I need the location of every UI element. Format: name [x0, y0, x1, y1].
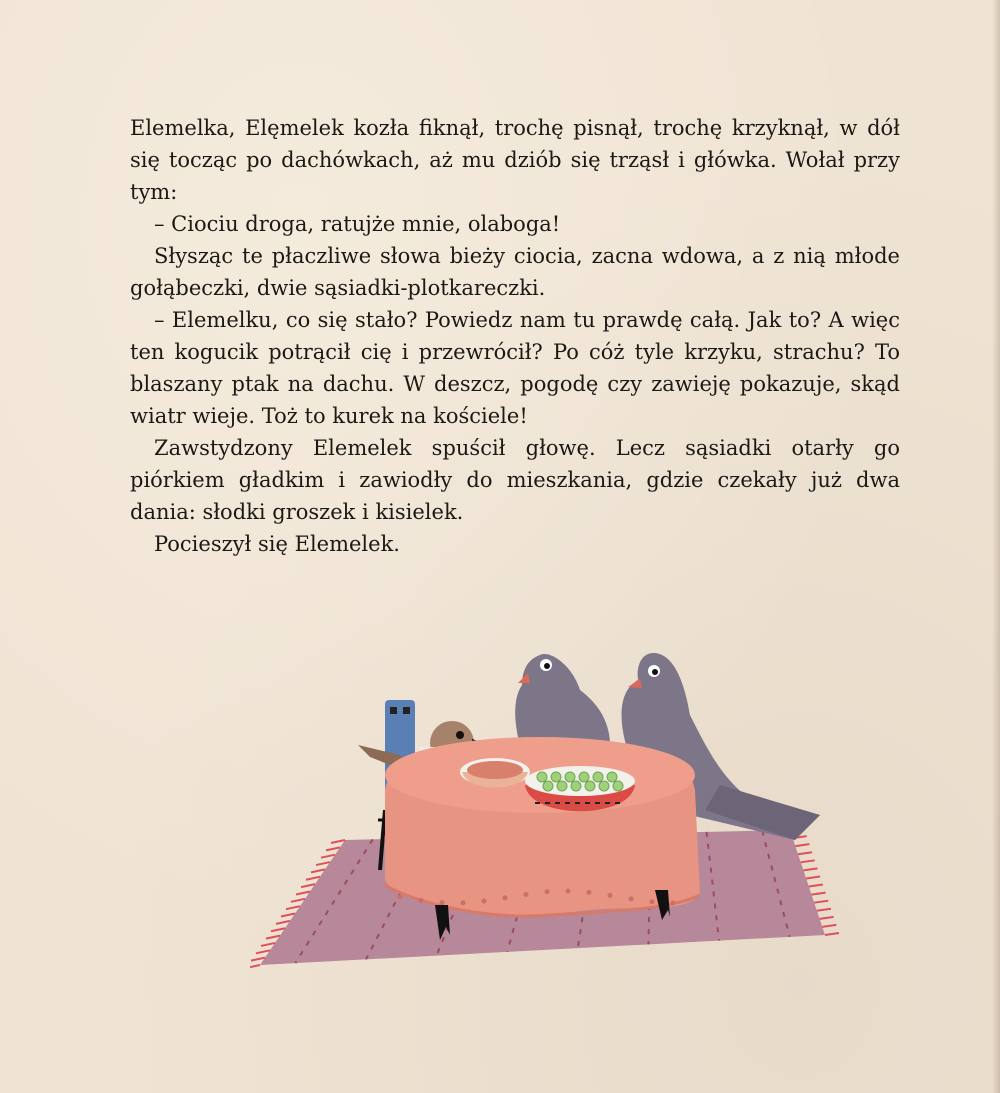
story-paragraph: – Elemelku, co się stało? Powiedz nam tu prawdę całą. Jak to? A więc ten kogucik potrącił cię i przewrócił? Po cóż tyle krzyku, strachu? To blaszany ptak na dachu. W deszcz, pogodę czy zawieję pokazuje, skąd wiatr wieje. Toż to kurek na kościele!: [130, 308, 900, 428]
story-paragraph: Zawstydzony Elemelek spuścił głowę. Lecz sąsiadki otarły go piórkiem gładkim i zawiodły do mieszkania, gdzie czekały już dwa dania: słodki groszek i kisielek.: [130, 436, 900, 524]
story-paragraph: Słysząc te płaczliwe słowa bieży ciocia, zacna wdowa, a z nią młode gołąbeczki, dwie sąsiadki-plotkareczki.: [130, 244, 900, 300]
birds-at-table-illustration: [250, 635, 840, 975]
story-text: [130, 112, 900, 560]
story-paragraph: – Ciociu droga, ratujże mnie, olaboga!: [154, 212, 561, 236]
story-paragraph: Elemelka, Elęmelek kozła fiknął, trochę pisnął, trochę krzyknął, w dół się tocząc po dachówkach, aż mu dziób się trząsł i główka. Wołał przy tym:: [130, 116, 900, 204]
story-paragraph: Pocieszył się Elemelek.: [154, 532, 400, 556]
page-edge-shadow: [992, 0, 1000, 1093]
